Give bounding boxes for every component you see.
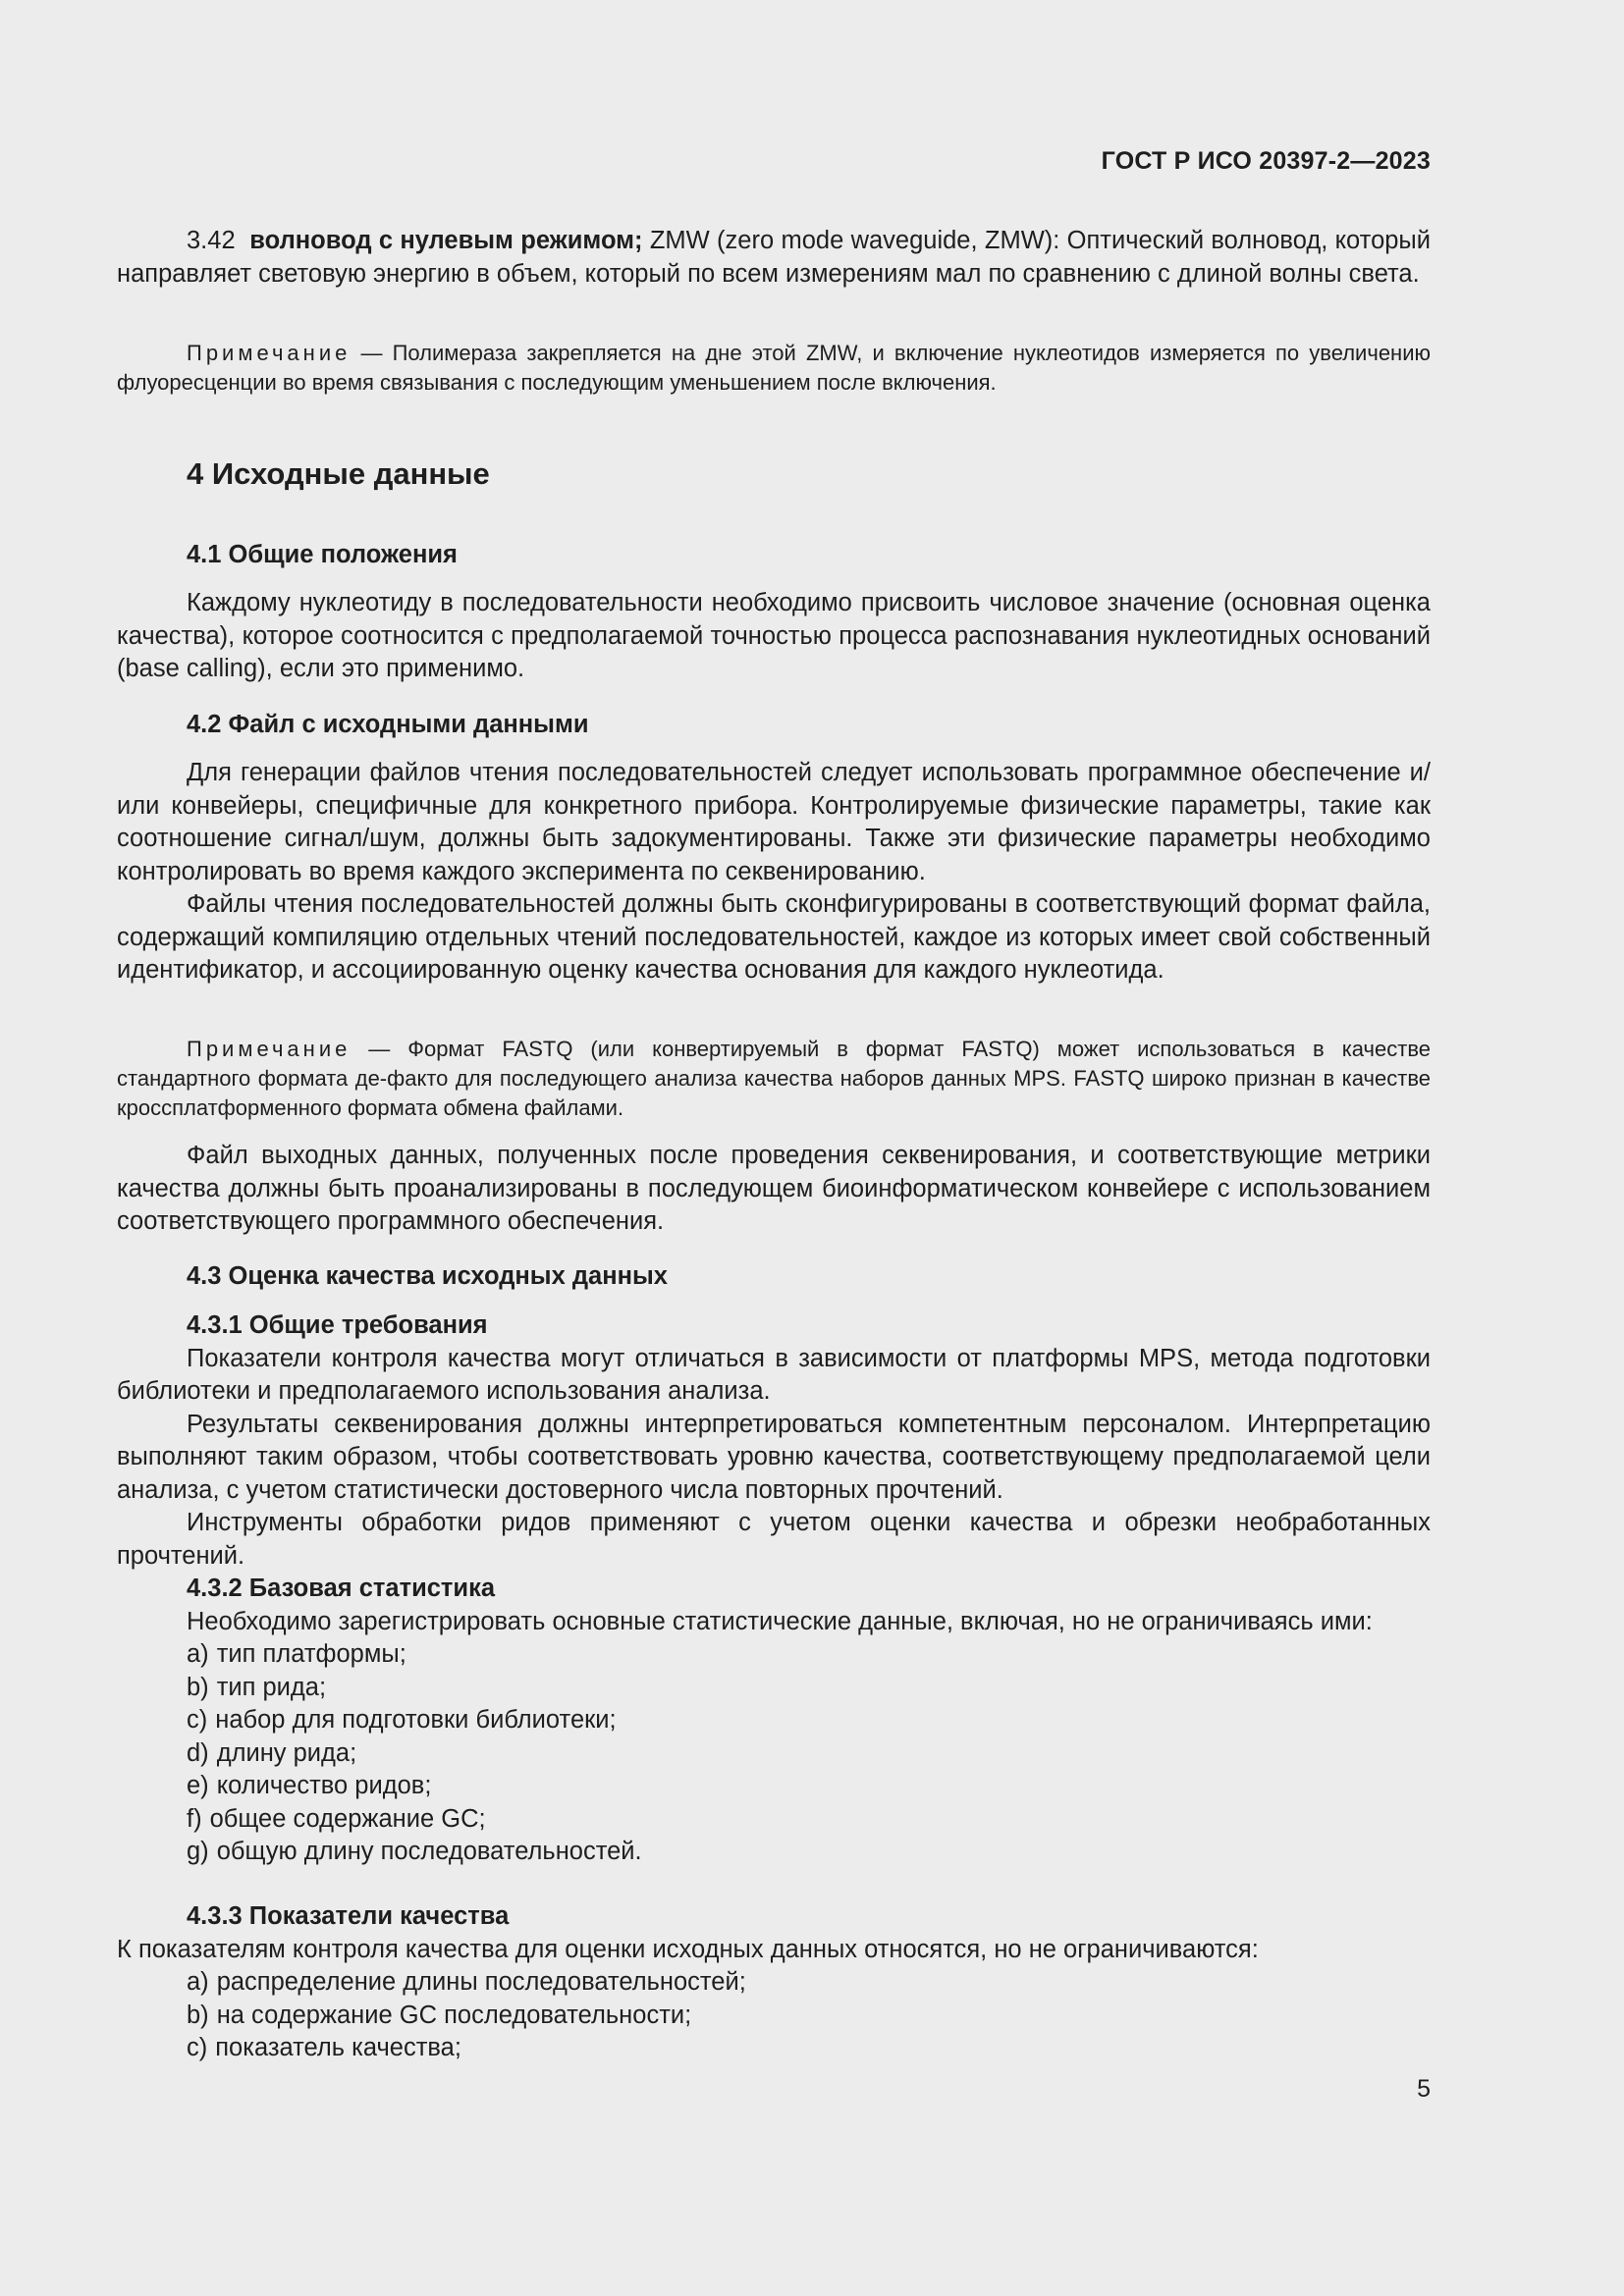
list-marker: e) [187, 1772, 209, 1799]
list-marker: b) [187, 2001, 209, 2029]
section-4-heading-wrap [117, 456, 1431, 492]
list-item [117, 1672, 1431, 1705]
list-item [117, 2032, 1431, 2065]
list-text: общую длину последовательностей. [216, 1838, 642, 1865]
paragraph: Результаты секвенирования должны интерпретироваться компетентным персоналом. Интерпретацию выполняют таким образом, чтобы соответствовать уровню качества, соответствующему предполагаемой цели анализа, с учетом статистически достоверного числа повторных прочтений. [117, 1410, 1431, 1504]
term-text-rest: который направляет световую энергию в объем, который по всем измерениям мал по сравнению с длиной волны света. [117, 227, 1432, 288]
list-item [117, 2000, 1431, 2033]
term-number: 3.42 [187, 227, 236, 254]
note-text: — Полимераза закрепляется на дне этой ZMW, и включение нуклеотидов измеряется по увеличению флуоресценции во время связывания с последующим уменьшением после включения. [117, 341, 1431, 395]
term-text-line1: ZMW (zero mode waveguide, ZMW): Оптический волновод, [642, 227, 1328, 254]
note-text: — Формат FASTQ (или конвертируемый в формат FASTQ) может использоваться в качестве стандартного формата де-факто для последующего анализа качества наборов данных MPS. FASTQ широко признан в качестве кроссплатформенного формата обмена файлами. [117, 1037, 1431, 1120]
list-marker: a) [187, 1968, 209, 1996]
list-marker: c) [187, 2034, 208, 2061]
section-4-title: 4 Исходные данные [187, 456, 490, 491]
list-text: длину рида; [216, 1738, 357, 1767]
paragraph: Показатели контроля качества могут отличаться в зависимости от платформы MPS, метода подготовки библиотеки и предполагаемого использования анализа. [117, 1344, 1431, 1405]
list-text: количество ридов; [216, 1772, 432, 1799]
document-header: ГОСТ Р ИСО 20397-2—2023 [1101, 147, 1431, 175]
section-4-3-3-title: 4.3.3 Показатели качества [187, 1902, 510, 1930]
paragraph: Каждому нуклеотиду в последовательности необходимо присвоить числовое значение (основная оценка качества), которое соотносится с предполагаемой точностью процесса распознавания нуклеотидных оснований (base calling), если это применимо. [117, 589, 1431, 682]
term-name: волновод с нулевым режимом; [249, 227, 643, 254]
list-item [117, 1770, 1431, 1803]
section-4-3-2-title: 4.3.2 Базовая статистика [187, 1575, 496, 1602]
list-text: распределение длины последовательностей; [216, 1968, 746, 1996]
section-4-3-3 [117, 1900, 1431, 2065]
section-4-3-1-title: 4.3.1 Общие требования [187, 1311, 488, 1339]
term-3-42 [117, 225, 1431, 291]
list-item [117, 1836, 1431, 1869]
note-label: Примечание [187, 341, 352, 365]
section-4-3-heading-wrap [117, 1260, 1431, 1294]
list-marker: d) [187, 1738, 209, 1767]
section-4-2-heading-wrap [117, 709, 1431, 742]
section-4-2-note [117, 1035, 1431, 1123]
list-item [117, 1704, 1431, 1737]
paragraph: Для генерации файлов чтения последовательностей следует использовать программное обеспечение и/или конвейеры, специфичные для конкретного прибора. Контролируемые физические параметры, такие как соотношение сигнал/шум, должны быть задокументированы. Также эти физические параметры необходимо контролировать во время каждого эксперимента по секвенированию. [117, 759, 1431, 885]
list-text: тип рида; [216, 1673, 327, 1701]
list-marker: f) [187, 1804, 202, 1833]
page-number: 5 [1417, 2075, 1431, 2103]
note-label: Примечание [187, 1037, 352, 1061]
list-marker: g) [187, 1838, 209, 1865]
list-item [117, 1737, 1431, 1771]
paragraph: К показателям контроля качества для оценки исходных данных относятся, но не ограничиваются: [117, 1935, 1259, 1963]
list-marker: c) [187, 1706, 208, 1734]
section-4-2-title: 4.2 Файл с исходными данными [187, 711, 589, 738]
section-4-2-body [117, 757, 1431, 988]
list-text: показатель качества; [215, 2034, 461, 2061]
term-definition [117, 225, 1431, 291]
list-item [117, 1966, 1431, 2000]
section-4-1-body [117, 587, 1431, 686]
section-4-2-body-2 [117, 1140, 1431, 1239]
term-3-42-note [117, 339, 1431, 398]
note-paragraph [117, 1035, 1431, 1123]
list-item [117, 1638, 1431, 1672]
paragraph: Инструменты обработки ридов применяют с учетом оценки качества и обрезки необработанных прочтений. [117, 1509, 1431, 1570]
paragraph: Файлы чтения последовательностей должны быть сконфигурированы в соответствующий формат файла, содержащий компиляцию отдельных чтений последовательностей, каждое из которых имеет свой собственный идентификатор, и ассоциированную оценку качества основания для каждого нуклеотида. [117, 890, 1431, 984]
section-4-3-1 [117, 1309, 1431, 1573]
paragraph: Файл выходных данных, полученных после проведения секвенирования, и соответствующие метрики качества должны быть проанализированы в последующем биоинформатическом конвейере с использованием соответствующего программного обеспечения. [117, 1142, 1431, 1235]
section-4-1-heading-wrap [117, 539, 1431, 572]
list-text: тип платформы; [216, 1640, 406, 1668]
section-4-3-title: 4.3 Оценка качества исходных данных [187, 1262, 668, 1290]
list-item [117, 1803, 1431, 1837]
paragraph: Необходимо зарегистрировать основные статистические данные, включая, но не ограничиваясь ими: [187, 1607, 1373, 1635]
list-marker: b) [187, 1673, 209, 1701]
list-text: общее содержание GC; [209, 1804, 486, 1833]
list-marker: a) [187, 1640, 209, 1668]
list-text: набор для подготовки библиотеки; [215, 1706, 617, 1734]
list-text: на содержание GC последовательности; [216, 2001, 692, 2029]
section-4-3-2 [117, 1573, 1431, 1869]
note-paragraph [117, 339, 1431, 398]
section-4-1-title: 4.1 Общие положения [187, 541, 458, 568]
